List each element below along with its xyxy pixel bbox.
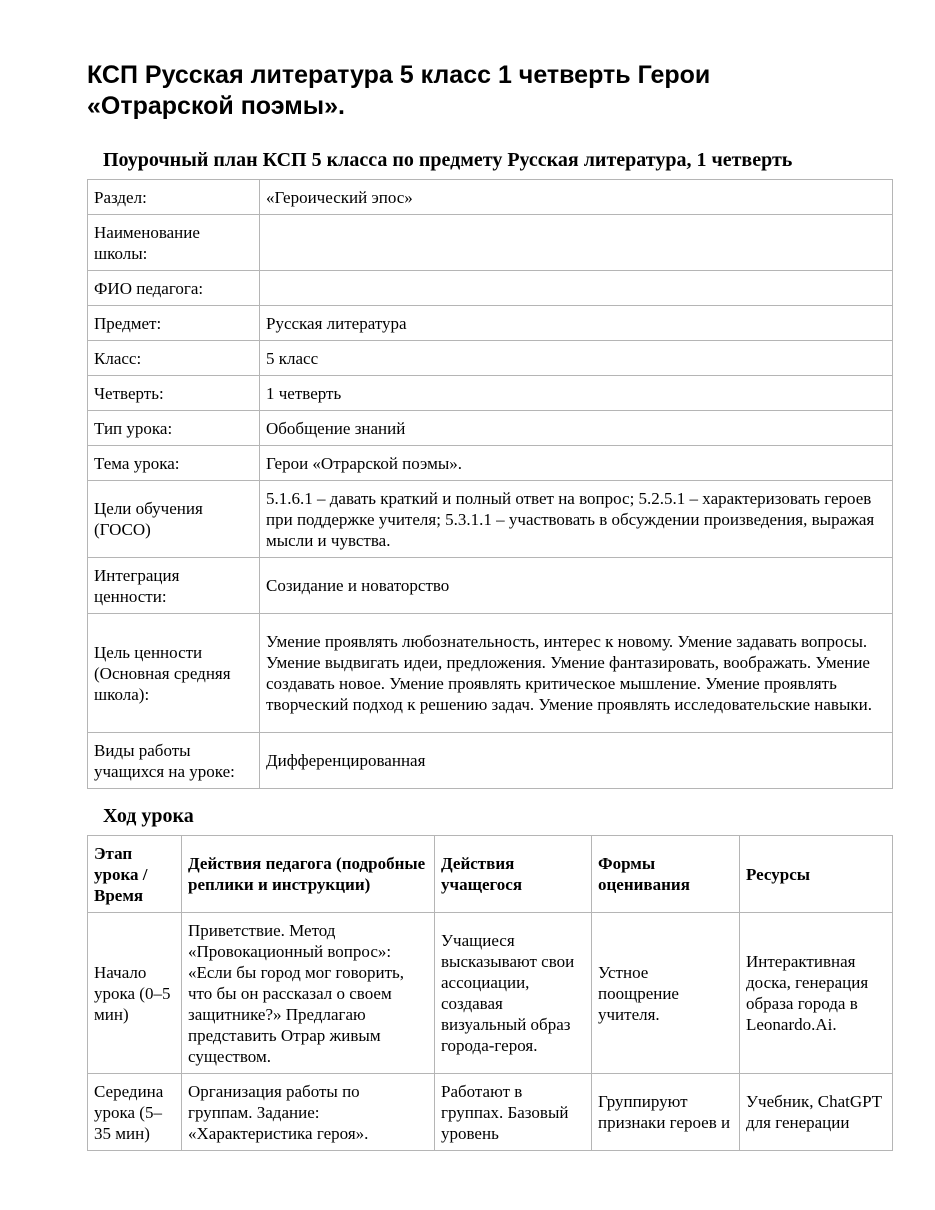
column-header: Действия педагога (подробные реплики и инструкции): [182, 836, 435, 913]
column-header: Ресурсы: [740, 836, 893, 913]
table-row: [88, 271, 893, 306]
row-label: Класс:: [88, 341, 260, 376]
table-row: [88, 411, 893, 446]
row-value: [260, 271, 893, 306]
table-cell: Группируют признаки героев и: [592, 1074, 740, 1151]
row-label: Тип урока:: [88, 411, 260, 446]
table-cell: Начало урока (0–5 мин): [88, 913, 182, 1074]
table-cell: Работают в группах. Базовый уровень: [435, 1074, 592, 1151]
column-header: Этап урока / Время: [88, 836, 182, 913]
row-value: 5.1.6.1 – давать краткий и полный ответ на вопрос; 5.2.5.1 – характеризовать героев при поддержке учителя; 5.3.1.1 – участвовать в обсуждении произведения, выражая мысли и чувства.: [260, 481, 893, 558]
table-cell: Интерактивная доска, генерация образа города в Leonardo.Ai.: [740, 913, 893, 1074]
page-title: КСП Русская литература 5 класс 1 четверть Герои «Отрарской поэмы».: [87, 61, 711, 120]
row-label: Тема урока:: [88, 446, 260, 481]
table-row: [88, 180, 893, 215]
row-value: 5 класс: [260, 341, 893, 376]
column-header: Формы оценивания: [592, 836, 740, 913]
row-label: Раздел:: [88, 180, 260, 215]
row-label: Наименование школы:: [88, 215, 260, 271]
row-label: Интеграция ценности:: [88, 558, 260, 614]
row-value: Умение проявлять любознательность, интерес к новому. Умение задавать вопросы. Умение выдвигать идеи, предложения. Умение фантазировать, воображать. Умение создавать новое. Умение проявлять критическое мышление. Умение проявлять творческий подход к решению задач. Умение проявлять исследовательские навыки.: [260, 614, 893, 733]
row-label: Предмет:: [88, 306, 260, 341]
row-value: Русская литература: [260, 306, 893, 341]
table-row: [88, 341, 893, 376]
table-row: [88, 733, 893, 789]
row-value: [260, 215, 893, 271]
table-cell: Устное поощрение учителя.: [592, 913, 740, 1074]
row-label: ФИО педагога:: [88, 271, 260, 306]
table-row: [88, 913, 893, 1074]
table-cell: Середина урока (5–35 мин): [88, 1074, 182, 1151]
row-value: Герои «Отрарской поэмы».: [260, 446, 893, 481]
table-row: [88, 215, 893, 271]
table-row: [88, 481, 893, 558]
table-cell: Учебник, ChatGPT для генерации: [740, 1074, 893, 1151]
row-value: Созидание и новаторство: [260, 558, 893, 614]
row-label: Четверть:: [88, 376, 260, 411]
table-row: [88, 376, 893, 411]
column-header: Действия учащегося: [435, 836, 592, 913]
table-cell: Организация работы по группам. Задание: «Характеристика героя».: [182, 1074, 435, 1151]
table-row: [88, 558, 893, 614]
lesson-heading: Ход урока: [103, 805, 194, 827]
lesson-table: [87, 835, 893, 1151]
row-label: Виды работы учащихся на уроке:: [88, 733, 260, 789]
info-table: [87, 179, 893, 789]
table-cell: Приветствие. Метод «Провокационный вопрос»: «Если бы город мог говорить, что бы он рассказал о своем защитнике?» Предлагаю представить Отрар живым существом.: [182, 913, 435, 1074]
row-value: Дифференцированная: [260, 733, 893, 789]
table-header-row: [88, 836, 893, 913]
row-value: Обобщение знаний: [260, 411, 893, 446]
table-row: [88, 446, 893, 481]
table-row: [88, 614, 893, 733]
table-row: [88, 1074, 893, 1151]
plan-heading: Поурочный план КСП 5 класса по предмету Русская литература, 1 четверть: [103, 149, 793, 171]
row-value: «Героический эпос»: [260, 180, 893, 215]
table-cell: Учащиеся высказывают свои ассоциации, создавая визуальный образ города-героя.: [435, 913, 592, 1074]
row-label: Цели обучения (ГОСО): [88, 481, 260, 558]
row-value: 1 четверть: [260, 376, 893, 411]
table-row: [88, 306, 893, 341]
row-label: Цель ценности (Основная средняя школа):: [88, 614, 260, 733]
